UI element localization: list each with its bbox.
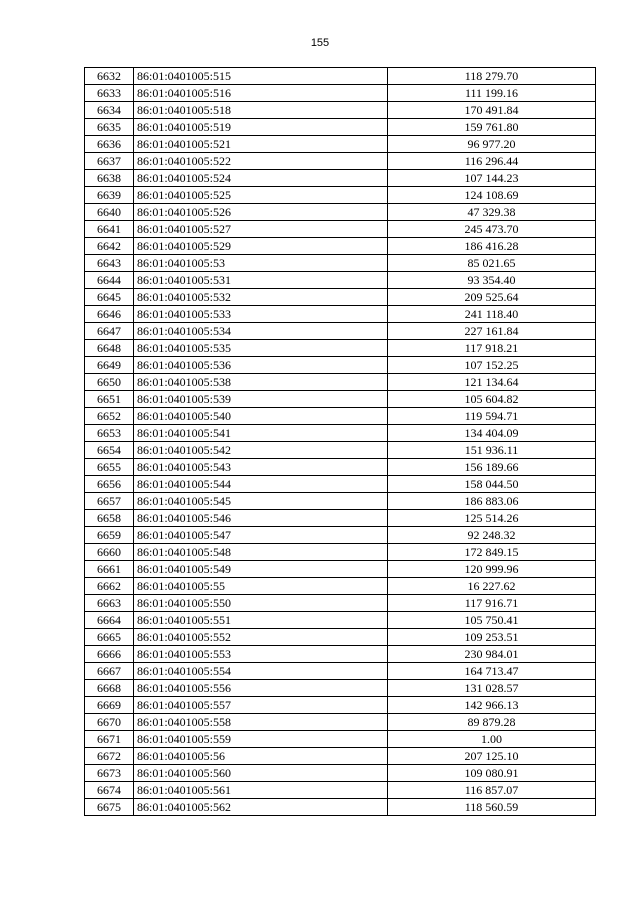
table-row	[85, 748, 596, 765]
cadastral-value-cell: 121 134.64	[388, 374, 596, 391]
cadastral-number-cell: 86:01:0401005:534	[134, 323, 388, 340]
table-row	[85, 680, 596, 697]
table-row	[85, 476, 596, 493]
cadastral-number-cell: 86:01:0401005:561	[134, 782, 388, 799]
table-row	[85, 799, 596, 816]
table-row	[85, 85, 596, 102]
cadastral-number-cell: 86:01:0401005:559	[134, 731, 388, 748]
table-row	[85, 595, 596, 612]
cadastral-value-cell: 151 936.11	[388, 442, 596, 459]
cadastral-value-cell: 16 227.62	[388, 578, 596, 595]
table-row	[85, 612, 596, 629]
cadastral-value-cell: 230 984.01	[388, 646, 596, 663]
cadastral-value-cell: 92 248.32	[388, 527, 596, 544]
table-row	[85, 306, 596, 323]
cadastral-number-cell: 86:01:0401005:538	[134, 374, 388, 391]
cadastral-value-cell: 89 879.28	[388, 714, 596, 731]
row-number-cell: 6649	[85, 357, 134, 374]
cadastral-value-cell: 96 977.20	[388, 136, 596, 153]
cadastral-number-cell: 86:01:0401005:536	[134, 357, 388, 374]
table-row	[85, 357, 596, 374]
row-number-cell: 6651	[85, 391, 134, 408]
cadastral-number-cell: 86:01:0401005:558	[134, 714, 388, 731]
cadastral-number-cell: 86:01:0401005:529	[134, 238, 388, 255]
row-number-cell: 6657	[85, 493, 134, 510]
table-row	[85, 187, 596, 204]
cadastral-value-cell: 172 849.15	[388, 544, 596, 561]
cadastral-value-cell: 134 404.09	[388, 425, 596, 442]
cadastral-number-cell: 86:01:0401005:539	[134, 391, 388, 408]
table-row	[85, 255, 596, 272]
row-number-cell: 6663	[85, 595, 134, 612]
table-row	[85, 238, 596, 255]
table-row	[85, 544, 596, 561]
row-number-cell: 6643	[85, 255, 134, 272]
row-number-cell: 6653	[85, 425, 134, 442]
row-number-cell: 6634	[85, 102, 134, 119]
table-row	[85, 289, 596, 306]
row-number-cell: 6637	[85, 153, 134, 170]
cadastral-number-cell: 86:01:0401005:53	[134, 255, 388, 272]
row-number-cell: 6662	[85, 578, 134, 595]
row-number-cell: 6640	[85, 204, 134, 221]
table-row	[85, 68, 596, 85]
cadastral-value-cell: 1.00	[388, 731, 596, 748]
row-number-cell: 6646	[85, 306, 134, 323]
row-number-cell: 6642	[85, 238, 134, 255]
cadastral-number-cell: 86:01:0401005:544	[134, 476, 388, 493]
table-row	[85, 629, 596, 646]
table-row	[85, 136, 596, 153]
table-row	[85, 170, 596, 187]
table-row	[85, 459, 596, 476]
row-number-cell: 6674	[85, 782, 134, 799]
row-number-cell: 6648	[85, 340, 134, 357]
cadastral-number-cell: 86:01:0401005:554	[134, 663, 388, 680]
table-row	[85, 731, 596, 748]
row-number-cell: 6647	[85, 323, 134, 340]
cadastral-number-cell: 86:01:0401005:551	[134, 612, 388, 629]
cadastral-value-cell: 117 918.21	[388, 340, 596, 357]
row-number-cell: 6638	[85, 170, 134, 187]
cadastral-number-cell: 86:01:0401005:549	[134, 561, 388, 578]
table-row	[85, 782, 596, 799]
row-number-cell: 6659	[85, 527, 134, 544]
cadastral-number-cell: 86:01:0401005:540	[134, 408, 388, 425]
cadastral-value-cell: 186 416.28	[388, 238, 596, 255]
cadastral-value-cell: 170 491.84	[388, 102, 596, 119]
table-row	[85, 714, 596, 731]
cadastral-value-cell: 125 514.26	[388, 510, 596, 527]
cadastral-number-cell: 86:01:0401005:515	[134, 68, 388, 85]
row-number-cell: 6656	[85, 476, 134, 493]
cadastral-value-cell: 241 118.40	[388, 306, 596, 323]
row-number-cell: 6644	[85, 272, 134, 289]
cadastral-number-cell: 86:01:0401005:543	[134, 459, 388, 476]
cadastral-value-table	[84, 67, 596, 816]
cadastral-number-cell: 86:01:0401005:526	[134, 204, 388, 221]
table-body	[85, 68, 596, 816]
table-row	[85, 765, 596, 782]
cadastral-value-cell: 124 108.69	[388, 187, 596, 204]
table-row	[85, 578, 596, 595]
cadastral-number-cell: 86:01:0401005:557	[134, 697, 388, 714]
cadastral-number-cell: 86:01:0401005:562	[134, 799, 388, 816]
cadastral-number-cell: 86:01:0401005:55	[134, 578, 388, 595]
cadastral-number-cell: 86:01:0401005:541	[134, 425, 388, 442]
cadastral-value-cell: 142 966.13	[388, 697, 596, 714]
row-number-cell: 6660	[85, 544, 134, 561]
table-row	[85, 663, 596, 680]
row-number-cell: 6665	[85, 629, 134, 646]
row-number-cell: 6671	[85, 731, 134, 748]
cadastral-value-cell: 245 473.70	[388, 221, 596, 238]
cadastral-value-cell: 105 750.41	[388, 612, 596, 629]
page-number: 155	[310, 37, 330, 49]
row-number-cell: 6658	[85, 510, 134, 527]
row-number-cell: 6639	[85, 187, 134, 204]
cadastral-number-cell: 86:01:0401005:516	[134, 85, 388, 102]
row-number-cell: 6668	[85, 680, 134, 697]
table-row	[85, 391, 596, 408]
cadastral-value-cell: 107 144.23	[388, 170, 596, 187]
cadastral-value-cell: 156 189.66	[388, 459, 596, 476]
cadastral-value-cell: 159 761.80	[388, 119, 596, 136]
row-number-cell: 6666	[85, 646, 134, 663]
table-row	[85, 374, 596, 391]
cadastral-value-cell: 118 279.70	[388, 68, 596, 85]
cadastral-value-cell: 107 152.25	[388, 357, 596, 374]
cadastral-number-cell: 86:01:0401005:56	[134, 748, 388, 765]
row-number-cell: 6667	[85, 663, 134, 680]
row-number-cell: 6661	[85, 561, 134, 578]
table-row	[85, 493, 596, 510]
cadastral-number-cell: 86:01:0401005:535	[134, 340, 388, 357]
row-number-cell: 6673	[85, 765, 134, 782]
cadastral-value-cell: 116 857.07	[388, 782, 596, 799]
cadastral-number-cell: 86:01:0401005:527	[134, 221, 388, 238]
row-number-cell: 6669	[85, 697, 134, 714]
cadastral-value-cell: 93 354.40	[388, 272, 596, 289]
cadastral-value-cell: 109 253.51	[388, 629, 596, 646]
table-row	[85, 204, 596, 221]
table-row	[85, 340, 596, 357]
row-number-cell: 6655	[85, 459, 134, 476]
row-number-cell: 6672	[85, 748, 134, 765]
cadastral-value-cell: 109 080.91	[388, 765, 596, 782]
cadastral-number-cell: 86:01:0401005:550	[134, 595, 388, 612]
cadastral-number-cell: 86:01:0401005:533	[134, 306, 388, 323]
cadastral-value-cell: 186 883.06	[388, 493, 596, 510]
cadastral-value-cell: 120 999.96	[388, 561, 596, 578]
table-row	[85, 408, 596, 425]
table-row	[85, 221, 596, 238]
table-row	[85, 561, 596, 578]
row-number-cell: 6635	[85, 119, 134, 136]
cadastral-number-cell: 86:01:0401005:518	[134, 102, 388, 119]
table-row	[85, 425, 596, 442]
table-row	[85, 272, 596, 289]
cadastral-number-cell: 86:01:0401005:519	[134, 119, 388, 136]
cadastral-value-cell: 116 296.44	[388, 153, 596, 170]
table-row	[85, 102, 596, 119]
cadastral-value-cell: 131 028.57	[388, 680, 596, 697]
table-row	[85, 697, 596, 714]
table-row	[85, 646, 596, 663]
table-row	[85, 323, 596, 340]
cadastral-number-cell: 86:01:0401005:545	[134, 493, 388, 510]
cadastral-value-cell: 47 329.38	[388, 204, 596, 221]
cadastral-value-cell: 85 021.65	[388, 255, 596, 272]
cadastral-number-cell: 86:01:0401005:547	[134, 527, 388, 544]
cadastral-value-cell: 158 044.50	[388, 476, 596, 493]
cadastral-number-cell: 86:01:0401005:522	[134, 153, 388, 170]
row-number-cell: 6633	[85, 85, 134, 102]
row-number-cell: 6636	[85, 136, 134, 153]
cadastral-number-cell: 86:01:0401005:542	[134, 442, 388, 459]
row-number-cell: 6670	[85, 714, 134, 731]
cadastral-number-cell: 86:01:0401005:556	[134, 680, 388, 697]
cadastral-value-cell: 117 916.71	[388, 595, 596, 612]
cadastral-number-cell: 86:01:0401005:525	[134, 187, 388, 204]
row-number-cell: 6652	[85, 408, 134, 425]
cadastral-number-cell: 86:01:0401005:548	[134, 544, 388, 561]
cadastral-number-cell: 86:01:0401005:532	[134, 289, 388, 306]
cadastral-number-cell: 86:01:0401005:546	[134, 510, 388, 527]
cadastral-number-cell: 86:01:0401005:531	[134, 272, 388, 289]
cadastral-number-cell: 86:01:0401005:553	[134, 646, 388, 663]
row-number-cell: 6650	[85, 374, 134, 391]
cadastral-value-cell: 105 604.82	[388, 391, 596, 408]
cadastral-value-cell: 209 525.64	[388, 289, 596, 306]
row-number-cell: 6645	[85, 289, 134, 306]
cadastral-number-cell: 86:01:0401005:524	[134, 170, 388, 187]
cadastral-number-cell: 86:01:0401005:521	[134, 136, 388, 153]
cadastral-value-cell: 207 125.10	[388, 748, 596, 765]
row-number-cell: 6632	[85, 68, 134, 85]
row-number-cell: 6675	[85, 799, 134, 816]
cadastral-value-cell: 111 199.16	[388, 85, 596, 102]
table-row	[85, 119, 596, 136]
table-row	[85, 153, 596, 170]
cadastral-value-cell: 119 594.71	[388, 408, 596, 425]
cadastral-value-cell: 118 560.59	[388, 799, 596, 816]
row-number-cell: 6654	[85, 442, 134, 459]
table-row	[85, 527, 596, 544]
cadastral-value-cell: 164 713.47	[388, 663, 596, 680]
cadastral-number-cell: 86:01:0401005:552	[134, 629, 388, 646]
row-number-cell: 6641	[85, 221, 134, 238]
cadastral-number-cell: 86:01:0401005:560	[134, 765, 388, 782]
row-number-cell: 6664	[85, 612, 134, 629]
cadastral-value-cell: 227 161.84	[388, 323, 596, 340]
table-row	[85, 510, 596, 527]
table-row	[85, 442, 596, 459]
